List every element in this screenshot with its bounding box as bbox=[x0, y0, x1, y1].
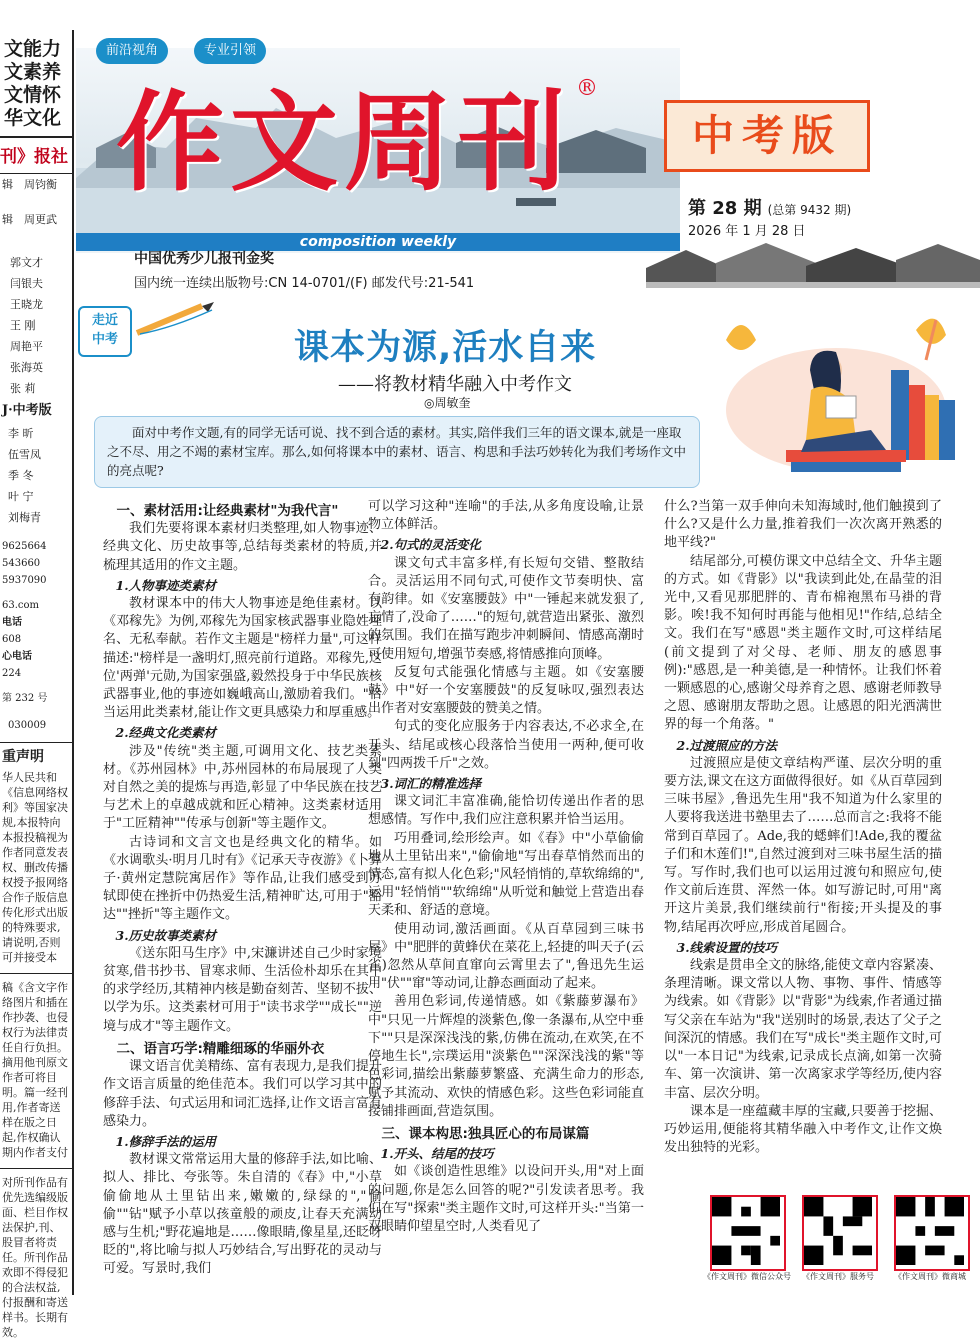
phone-number: 9625664 bbox=[2, 541, 47, 552]
qr-caption: 《作文周刊》服务号 bbox=[802, 1272, 874, 1281]
section-badge: 走近 中考 bbox=[78, 306, 132, 357]
reading-girl-illustration bbox=[686, 300, 976, 480]
slogan-tag: 前沿视角 bbox=[96, 38, 168, 64]
article-author: ◎周敏奎 bbox=[424, 396, 471, 410]
paragraph: 课本是一座蕴藏丰厚的宝藏,只要善于挖掘、巧妙运用,便能将其精华融入中考作文,让作文焕发出独特的光彩。 bbox=[664, 1103, 942, 1156]
column-2 bbox=[368, 498, 644, 1236]
subsection-heading: 3.词汇的精准选择 bbox=[380, 776, 482, 792]
edition-label: 中考版 bbox=[664, 100, 870, 172]
notice-text: 华人民共和《信息网络权利》等国家决规,本报特向本报投稿视为作者同意发表权、删改传播权授予报网络合作子版信息传化形式出版的特殊要求,请说明,否则可并接受本 bbox=[2, 771, 68, 964]
slogan-line: 文素养 bbox=[4, 61, 62, 83]
contact-label: 心电话 bbox=[2, 651, 32, 662]
qr-code-icon[interactable] bbox=[894, 1195, 970, 1271]
paragraph: 课文语言优美精练、富有表现力,是我们提升作文语言质量的绝佳范本。我们可以学习其中的修辞手法、句式运用和词汇选择,让作文语言富有感染力。 bbox=[103, 1059, 382, 1129]
section-heading: 二、语言巧学:精雕细琢的华丽外衣 bbox=[116, 1040, 325, 1057]
pencil-icon bbox=[132, 298, 222, 338]
notice-text: 对所刊作品有优先选编级版面、栏目作权法保护,刊、股冒者将责任。所刊作品欢即不得侵犯的合法权益,付报酬和寄送样书。长期有效。 bbox=[2, 1176, 68, 1339]
slogan-line: 文能力 bbox=[4, 38, 62, 60]
section-heading: 三、课本构思:独具匠心的布局谋篇 bbox=[381, 1125, 590, 1142]
editor-name: 王晓龙 bbox=[10, 298, 43, 311]
english-title: composition weekly bbox=[76, 233, 680, 251]
subsection-heading: 2.句式的灵活变化 bbox=[380, 537, 482, 553]
subsection-heading: 3.线索设置的技巧 bbox=[676, 939, 778, 955]
contact-label: 608 bbox=[2, 634, 22, 645]
issn-line: 国内统一连续出版物号:CN 14-0701/(F) 邮发代号:21-541 bbox=[134, 276, 475, 291]
mailbox: 第 232 号 bbox=[2, 693, 48, 704]
newspaper-logo: 作文周刊 bbox=[116, 80, 573, 206]
issue-number: 第 28 期 (总第 9432 期) bbox=[688, 198, 852, 219]
staff-name: 叶 宁 bbox=[8, 490, 34, 503]
article-header bbox=[76, 298, 980, 488]
editor-name: 张 莉 bbox=[10, 382, 36, 395]
paragraph: 线索是贯串全文的脉络,能使文章内容紧凑、条理清晰。课文常以人物、事物、事件、情感等为线索。如《背影》以"背影"为线索,作者通过描写父亲在车站为"我"送别时的场景,表达了父子之间深沉的情感。我们在写"成长"类主题作文时,可以"一本日记"为线索,记录成长点滴,如第一次骑车、第一次演讲、第一次离家求学等经历,使内容丰富、层次分明。 bbox=[664, 958, 942, 1101]
qr-caption: 《作文周刊》微商城 bbox=[894, 1272, 966, 1281]
slogan-line: 华文化 bbox=[4, 107, 62, 129]
paragraph: 善用色彩词,传递情感。如《紫藤萝瀑布》中"只见一片辉煌的淡紫色,像一条瀑布,从空中垂下""只是深深浅浅的紫,仿佛在流动,在欢笑,在不停地生长",宗璞运用"淡紫色""深深浅浅的紫"等色彩词,描绘出紫藤萝繁盛、充满生命力的形态,赋予其流动、欢快的情感色彩。这些色彩词能直接铺排画面,营造氛围。 bbox=[368, 994, 644, 1119]
paragraph: 如《谈创造性思维》以设问开头,用"对上面的问题,你是怎么回答的呢?"引发读者思考。我们在写"探索"类主题作文时,可这样开头:"当第一双眼睛仰望星空时,人类看见了 bbox=[368, 1164, 644, 1234]
slogan-tag: 专业引领 bbox=[194, 38, 266, 64]
slogan-line: 文情怀 bbox=[4, 84, 62, 106]
subsection-heading: 1.修辞手法的运用 bbox=[115, 1133, 217, 1149]
issue-date: 2026 年 1 月 28 日 bbox=[688, 224, 806, 239]
email: 63.com bbox=[2, 600, 40, 611]
staff-name: 刘梅青 bbox=[8, 511, 41, 524]
paragraph: 反复句式能强化情感与主题。如《安塞腰鼓》中"好一个安塞腰鼓"的反复咏叹,强烈表达出作者对安塞腰鼓的赞美之情。 bbox=[368, 664, 644, 717]
paragraph: 句式的变化应服务于内容表达,不必求全,在开头、结尾或核心段落恰当使用一两种,便可收到"四两拨千斤"之效。 bbox=[368, 719, 644, 771]
notice-title: 重声明 bbox=[0, 742, 72, 768]
award-text: 中国优秀少儿报刊金奖 bbox=[134, 251, 274, 267]
masthead bbox=[76, 38, 980, 293]
paragraph: 古诗词和文言文也是经典文化的精华。如《水调歌头·明月几时有》《记承天寺夜游》《卜算子·黄州定慧院寓居作》等作品,让我们感受到苏轼即使在挫折中仍热爱生活,精神旷达,可用于"豁达""挫折"等主题作文。 bbox=[103, 834, 382, 923]
publisher-name: 刊》报社 bbox=[0, 138, 72, 174]
staff-name: 李 昕 bbox=[8, 427, 34, 440]
column-3 bbox=[664, 498, 942, 1157]
paragraph: 使用动词,激活画面。《从百草园到三味书屋》中"肥胖的黄蜂伏在菜花上,轻捷的叫天子(云雀)忽然从草间直窜向云霄里去了",鲁迅先生运用"伏""窜"等动词,让静态画面动了起来。 bbox=[368, 921, 644, 992]
editor-name: 闫银夫 bbox=[10, 277, 43, 290]
qr-caption: 《作文周刊》微信公众号 bbox=[703, 1272, 791, 1281]
contact-label: 电话 bbox=[2, 617, 22, 628]
paragraph: 教材课本中的伟大人物事迹是绝佳素材。以《邓稼先》为例,邓稼先为国家核武器事业隐姓埋名、无私奉献。若作文主题是"榜样力量",可这样描述:"榜样是一盏明灯,照亮前行道路。邓稼先,这位'两弹'元勋,为国家强盛,毅然投身于中华民族核武器事业,他的事迹如巍峨高山,激励着我们。"恰当运用此类素材,能让作文更具感染力和厚重感。 bbox=[103, 596, 382, 721]
paragraph: 结尾部分,可模仿课文中总结全文、升华主题的方式。如《背影》以"我读到此处,在晶莹的泪光中,又看见那肥胖的、青布棉袍黑布马褂的背影。唉!我不知何时再能与他相见!"作结,总结全文。我们在写"感恩"类主题作文时,可这样结尾(前文提到了对父母、老师、朋友的感恩事例):"感恩,是一种美德,是一种情怀。让我们怀着一颗感恩的心,感谢父母养育之恩、感谢老师教导之恩、感谢朋友帮助之恩。让感恩的阳光洒满世界的每一个角落。" bbox=[664, 553, 942, 733]
editor-name: 郭文才 bbox=[10, 256, 43, 269]
phone-number: 5937090 bbox=[2, 575, 47, 586]
paragraph: 可以学习这种"连喻"的手法,从多角度设喻,让景物立体鲜活。 bbox=[368, 499, 644, 533]
zip-code: 030009 bbox=[8, 720, 47, 731]
notice-text: 稿《含文字作络图片和插在作抄袭、也侵权行为法律责任自行负担。摘用他刊原文作者可将目明。篇一经刊用,作者寄送样在版之日起,作权确认期内作者支付 bbox=[2, 981, 68, 1159]
paragraph: 过渡照应是使文章结构严谨、层次分明的重要方法,课文在这方面做得很好。如《从百草园到三味书屋》,鲁迅先生用"我不知道为什么家里的人要将我送进书塾里去了……总而言之:我将不能常到百草园了。Ade,我的蟋蟀们!Ade,我的覆盆子们和木莲们!",自然过渡到对三味书屋生活的描写。写作时,我们也可以运用过渡句和照应句,使作文前后连贯、浑然一体。如写游记时,可用"离开这片美景,我们继续前行"衔接;开头提及的事物,结尾再次呼应,形成首尾圆合。 bbox=[664, 755, 942, 935]
contact-label: 224 bbox=[2, 668, 22, 679]
subsection-heading: 3.历史故事类素材 bbox=[115, 927, 217, 943]
rooftops-icon bbox=[646, 238, 980, 288]
editor-name: 王 刚 bbox=[10, 319, 36, 332]
phone-number: 543660 bbox=[2, 558, 41, 569]
paragraph: 我们先要将课本素材归类整理,如人物事迹、经典文化、历史故事等,总结每类素材的特质,并梳理其适用的作文主题。 bbox=[103, 521, 382, 573]
qr-code-icon[interactable] bbox=[710, 1195, 786, 1271]
paragraph: 什么?当第一双手伸向未知海域时,他们触摸到了什么?又是什么力量,推着我们一次次离开熟悉的地平线?" bbox=[664, 499, 942, 551]
paragraph: 课文句式丰富多样,有长短句交错、整散结合。灵活运用不同句式,可使作文节奏明快、富有韵律。如《安塞腰鼓》中"一锤起来就发狠了,忘情了,没命了……"的短句,就营造出紧张、激烈的氛围。我们在描写跑步冲刺瞬间、情感高潮时可使用短句,增强节奏感,将情感推向顶峰。 bbox=[368, 555, 644, 662]
editor-name: 周艳平 bbox=[10, 340, 43, 353]
paragraph: 教材课文常常运用大量的修辞手法,如比喻、拟人、排比、夸张等。朱自清的《春》中,"小草偷偷地从土里钻出来,嫩嫩的,绿绿的","偷偷""钻"赋予小草以孩童般的顽皮,让春天充满动感与生机;"野花遍地是……像眼睛,像星星,还眨呀眨的",将比喻与拟人巧妙结合,写出野花的灵动与可爱。写景时,我们 bbox=[103, 1152, 382, 1277]
qr-code-group bbox=[703, 1195, 966, 1287]
editor-name: 张海英 bbox=[10, 361, 43, 374]
subsection-heading: 1.人物事迹类素材 bbox=[115, 577, 217, 593]
qr-code-icon[interactable] bbox=[802, 1195, 878, 1271]
subsection-heading: 1.开头、结尾的技巧 bbox=[380, 1146, 494, 1162]
article-title: 课本为源,活水自来 bbox=[294, 328, 597, 368]
paragraph: 课文词汇丰富准确,能恰切传递出作者的思想感情。写作中,我们应注意积累并恰当运用。 bbox=[368, 794, 644, 828]
paragraph: 《送东阳马生序》中,宋濂讲述自己少时家境贫寒,借书抄书、冒寒求师、生活俭朴却乐在其中的求学经历,其精神内核是勤奋刻苦、坚韧不拔、以学为乐。这类素材可用于"读书求学""成长""逆境与成才"等主题作文。 bbox=[103, 945, 382, 1034]
paragraph: 巧用叠词,绘形绘声。如《春》中"小草偷偷地从土里钻出来","偷偷地"写出春草悄然而出的情态,富有拟人化色彩;"风轻悄悄的,草软绵绵的",运用"轻悄悄""软绵绵"从听觉和触觉上营造出春天柔和、舒适的意境。 bbox=[368, 830, 644, 919]
registered-mark: ® bbox=[576, 76, 598, 101]
subsection-heading: 2.过渡照应的方法 bbox=[676, 737, 778, 753]
article-subtitle: ——将教材精华融入中考作文 bbox=[338, 374, 572, 395]
section-heading: 一、素材活用:让经典素材"为我代言" bbox=[116, 503, 339, 519]
article-intro: 面对中考作文题,有的同学无话可说、找不到合适的素材。其实,陪伴我们三年的语文课本,就是一座取之不尽、用之不竭的素材宝库。那么,如何将课本中的素材、语言、构思和手法巧妙转化为我们考场作文中的亮点呢? bbox=[94, 416, 700, 488]
staff-name: 季 冬 bbox=[8, 469, 34, 482]
role-line: 辑 周更武 bbox=[2, 213, 57, 226]
sidebar-slogans bbox=[0, 30, 72, 138]
column-1 bbox=[103, 498, 382, 1279]
edition-label: J·中考版 bbox=[2, 403, 52, 418]
paragraph: 涉及"传统"类主题,可调用文化、技艺类素材。《苏州园林》中,苏州园林的布局展现了人类对自然之美的提炼与再造,彰显了中华民族在技艺与艺术上的卓越成就和匠心精神。这类素材适用于"工匠精神""传承与创新"等主题作文。 bbox=[103, 743, 382, 832]
subsection-heading: 2.经典文化类素材 bbox=[115, 725, 217, 741]
staff-name: 伍雪凤 bbox=[8, 448, 41, 461]
masthead-sidebar bbox=[0, 30, 74, 1339]
role-line: 辑 周钧衡 bbox=[2, 178, 57, 191]
